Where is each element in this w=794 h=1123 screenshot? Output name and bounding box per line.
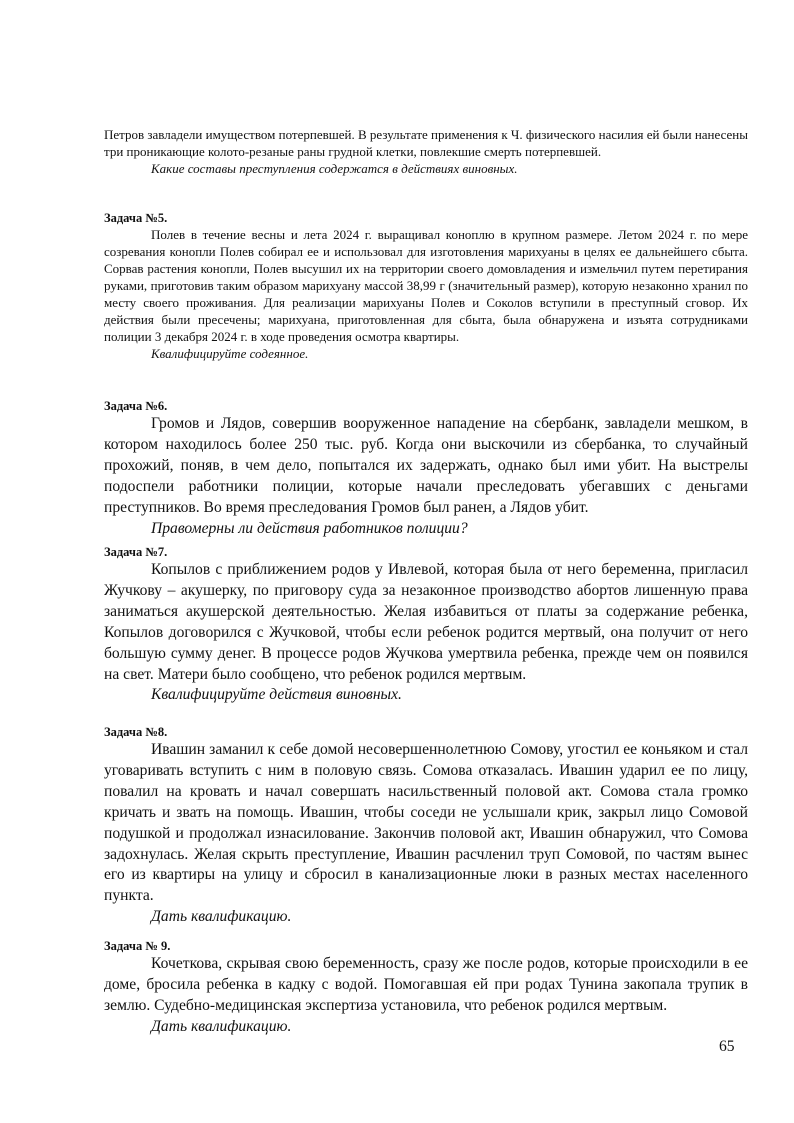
task-9-question: Дать квалификацию. (151, 1017, 292, 1035)
continuation-text: Петров завладели имуществом потерпевшей. В результате применения к Ч. физического насилия ей были нанесены три проникающие колото-резаные раны грудной клетки, повлекшие смерть потерпевшей. (104, 127, 748, 159)
task-8-text: Ивашин заманил к себе домой несовершеннолетнюю Сомову, угостил ее коньяком и стал уговаривать вступить с ним в половую связь. Сомова отказалась. Ивашин ударил ее по лицу, повалил на кровать и начал совершать насильственный половой акт. Сомова стала громко кричать и звать на помощь. Ивашин, чтобы соседи не услышали крик, закрыл лицо Сомовой подушкой и продолжал изнасилование. Закончив половой акт, Ивашин обнаружил, что Сомова задохнулась. Желая скрыть преступление, Ивашин расчленил труп Сомовой, по частям вынес его из квартиры на улицу и сбросил в канализационные люки в разных местах населенного пункта. (104, 741, 748, 905)
task-8-title: Задача №8. (104, 725, 168, 739)
task-8-question: Дать квалификацию. (151, 908, 292, 926)
task-6 (104, 398, 748, 539)
continuation-question: Какие составы преступления содержатся в действиях виновных. (151, 161, 518, 176)
task-7 (104, 544, 748, 706)
task-5 (104, 210, 748, 362)
task-7-text: Копылов с приближением родов у Ивлевой, которая была от него беременна, пригласил Жучкову – акушерку, по приговору суда за незаконное производство абортов лишенную права заниматься акушерской деятельностью. Желая избавиться от платы за содержание ребенка, Копылов договорился с Жучковой, чтобы если ребенок родится мертвый, она получит от него большую сумму денег. В процессе родов Жучкова умертвила ребенка, прежде чем он появился на свет. Матери было сообщено, что ребенок родился мертвым. (104, 561, 748, 683)
task-6-text: Громов и Лядов, совершив вооруженное нападение на сбербанк, завладели мешком, в котором находилось более 250 тыс. руб. Когда они выскочили из сбербанка, то случайный прохожий, поняв, в чем дело, попытался их задержать, однако был ими убит. На выстрелы подоспели работники полиции, которые начали преследовать убегавших с деньгами преступников. Во время преследования Громов был ранен, а Лядов убит. (104, 415, 748, 516)
page-number: 65 (719, 1038, 735, 1055)
task-9 (104, 938, 748, 1038)
task-7-title: Задача №7. (104, 545, 168, 559)
task-5-question: Квалифицируйте содеянное. (151, 346, 309, 361)
task-6-question: Правомерны ли действия работников полиции? (151, 519, 468, 537)
task-9-text: Кочеткова, скрывая свою беременность, сразу же после родов, которые происходили в ее доме, бросила ребенка в кадку с водой. Помогавшая ей при родах Тунина закопала трупик в землю. Судебно-медицинская экспертиза установила, что ребенок родился мертвым. (104, 955, 748, 1014)
task-continuation (104, 126, 748, 177)
task-8 (104, 724, 748, 928)
task-5-title: Задача №5. (104, 211, 168, 225)
task-9-title: Задача № 9. (104, 939, 171, 953)
task-6-title: Задача №6. (104, 399, 168, 413)
task-7-question: Квалифицируйте действия виновных. (151, 686, 402, 704)
task-5-text: Полев в течение весны и лета 2024 г. выращивал коноплю в крупном размере. Летом 2024 г. по мере созревания конопли Полев собирал ее и использовал для изготовления марихуаны в целях ее дальнейшего сбыта. Сорвав растения конопли, Полев высушил их на территории своего домовладения и измельчил путем перетирания руками, приготовив таким образом марихуану массой 38,99 г (значительный размер), которую незаконно хранил по месту своего проживания. Для реализации марихуаны Полев и Соколов вступили в преступный сговор. Их действия были пресечены; марихуана, приготовленная для сбыта, была обнаружена и изъята сотрудниками полиции 3 декабря 2024 г. в ходе проведения осмотра квартиры. (104, 227, 748, 344)
